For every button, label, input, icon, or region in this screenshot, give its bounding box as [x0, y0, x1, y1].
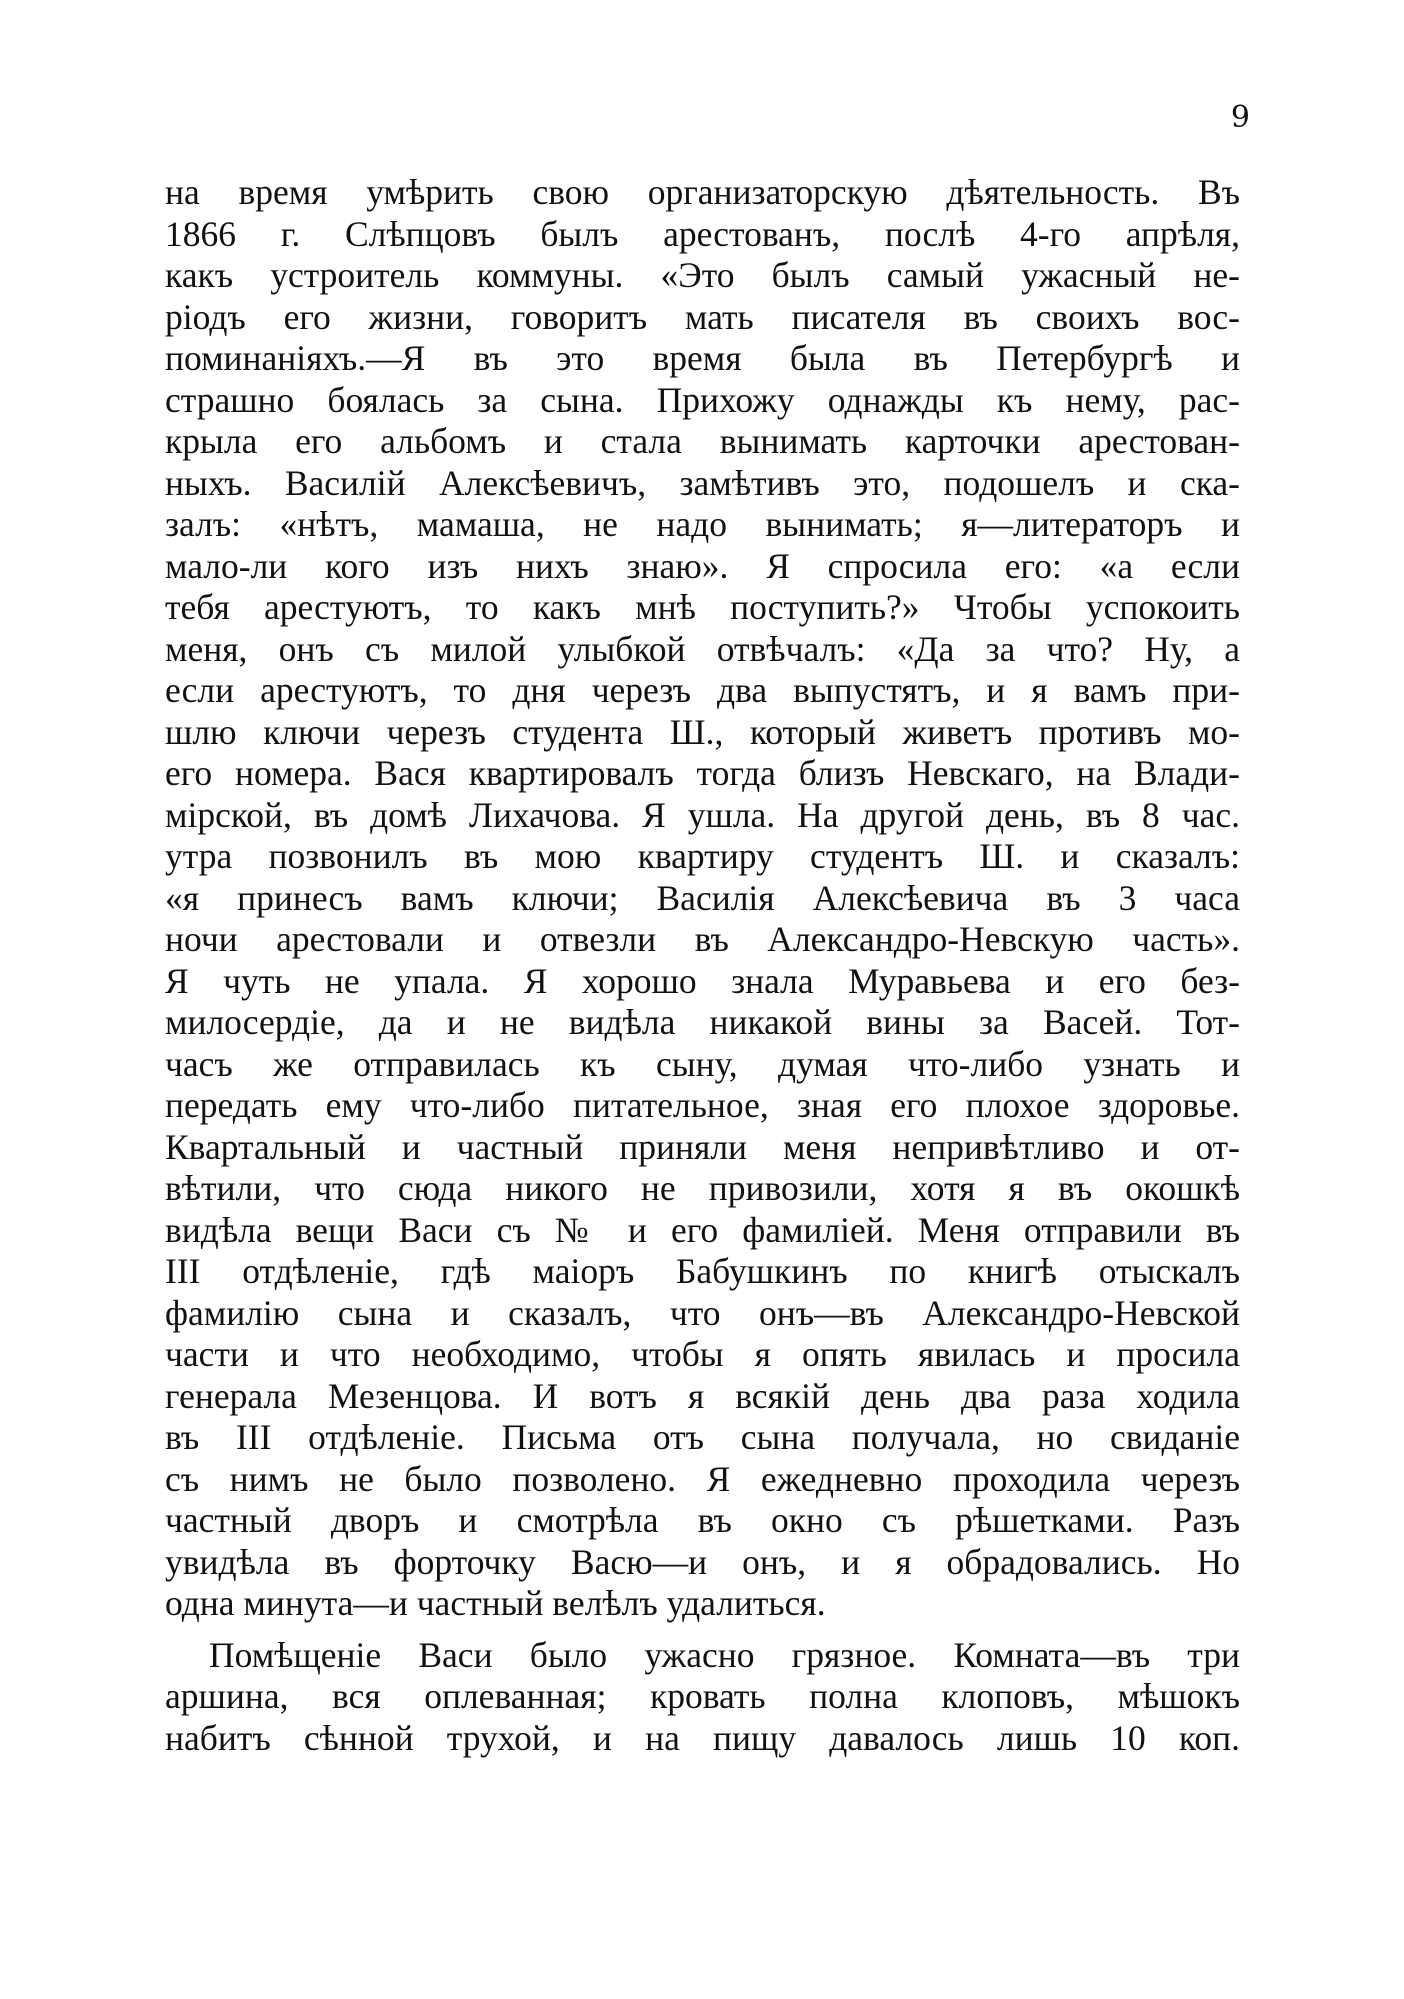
text-line: фамилію сына и сказалъ, что онъ—въ Александро-Невской — [165, 1292, 1240, 1333]
text-line: ночи арестовали и отвезли въ Александро-Невскую часть». — [165, 919, 1240, 959]
text-line: мало-ли кого изъ нихъ знаю». Я спросила его: «а если — [165, 545, 1240, 586]
text-line: залъ: «нѣтъ, мамаша, не надо вынимать; я—литераторъ и — [165, 504, 1240, 544]
text-line: «я принесъ вамъ ключи; Василія Алексѣевича въ 3 часа — [165, 877, 1240, 918]
text-line: увидѣла въ форточку Васю—и онъ, и я обрадовались. Но — [165, 1541, 1240, 1582]
text-line: аршина, вся оплеванная; кровать полна клоповъ, мѣшокъ — [165, 1676, 1240, 1716]
text-line: генерала Мезенцова. И вотъ я всякій день два раза ходила — [165, 1375, 1240, 1416]
text-line: шлю ключи черезъ студента Ш., который живетъ противъ мо- — [165, 711, 1240, 752]
page-number: 9 — [1230, 100, 1250, 135]
text-line: часъ же отправилась къ сыну, думая что-либо узнать и — [165, 1043, 1240, 1084]
text-line: какъ устроитель коммуны. «Это былъ самый ужасный не- — [165, 255, 1240, 295]
text-line: крыла его альбомъ и стала вынимать карточки арестован- — [165, 421, 1240, 461]
text-line: утра позвонилъ въ мою квартиру студентъ Ш. и сказалъ: — [165, 836, 1240, 876]
text-line: его номера. Вася квартировалъ тогда близъ Невскаго, на Влади- — [165, 753, 1240, 793]
text-line: милосердіе, да и не видѣла никакой вины за Васей. Тот- — [165, 1002, 1240, 1042]
text-line: 1866 г. Слѣпцовъ былъ арестованъ, послѣ 4-го апрѣля, — [165, 213, 1240, 254]
text-line: Я чуть не упала. Я хорошо знала Муравьева и его без- — [165, 960, 1240, 1001]
text-line: на время умѣрить свою организаторскую дѣятельность. Въ — [165, 172, 1240, 212]
text-line: части и что необходимо, чтобы я опять явилась и просила — [165, 1334, 1240, 1374]
text-line: частный дворъ и смотрѣла въ окно съ рѣшетками. Разъ — [165, 1500, 1240, 1540]
text-line: ныхъ. Василій Алексѣевичъ, замѣтивъ это, подошелъ и ска- — [165, 462, 1240, 503]
text-line: поминаніяхъ.—Я въ это время была въ Петербургѣ и — [165, 338, 1240, 378]
text-line: въ III отдѣленіе. Письма отъ сына получала, но свиданіе — [165, 1417, 1240, 1457]
text-line: страшно боялась за сына. Прихожу однажды къ нему, рас- — [165, 379, 1240, 420]
body-text — [165, 172, 1240, 1759]
text-line: съ нимъ не было позволено. Я ежедневно проходила черезъ — [165, 1458, 1240, 1499]
text-line: передать ему что-либо питательное, зная его плохое здоровье. — [165, 1085, 1240, 1125]
text-line: вѣтили, что сюда никого не привозили, хотя я въ окошкѣ — [165, 1168, 1240, 1208]
paragraph-end-line: одна минута—и частный велѣлъ удалиться. — [165, 1583, 826, 1623]
paragraph-start-line: Помѣщеніе Васи было ужасно грязное. Комната—въ три — [209, 1634, 1240, 1675]
text-line: мірской, въ домѣ Лихачова. Я ушла. На другой день, въ 8 час. — [165, 794, 1240, 835]
text-line: тебя арестуютъ, то какъ мнѣ поступить?» Чтобы успокоить — [165, 587, 1240, 627]
text-line: если арестуютъ, то дня черезъ два выпустятъ, и я вамъ при- — [165, 670, 1240, 710]
text-line: III отдѣленіе, гдѣ маіоръ Бабушкинъ по книгѣ отыскалъ — [165, 1251, 1240, 1291]
text-line: набитъ сѣнной трухой, и на пищу давалось лишь 10 коп. — [165, 1717, 1240, 1758]
text-line: меня, онъ съ милой улыбкой отвѣчалъ: «Да за что? Ну, а — [165, 628, 1240, 669]
text-line: Квартальный и частный приняли меня непривѣтливо и от- — [165, 1126, 1240, 1167]
text-line: видѣла вещи Васи съ № и его фамиліей. Меня отправили въ — [165, 1209, 1240, 1250]
text-line: ріодъ его жизни, говоритъ мать писателя въ своихъ вос- — [165, 296, 1240, 337]
